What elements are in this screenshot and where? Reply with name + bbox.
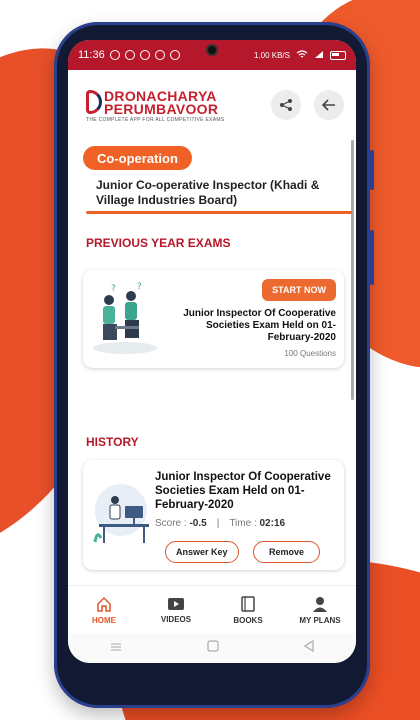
svg-text:?: ? [111, 284, 116, 294]
students-illustration [89, 282, 159, 361]
notification-icon [110, 50, 120, 60]
exam-title: Junior Inspector Of Cooperative Societies Exam Held on 01-February-2020 [183, 308, 336, 343]
category-chip[interactable]: Co-operation [83, 146, 192, 170]
logo-tagline: THE COMPLETE APP FOR ALL COMPETITIVE EXAMS [86, 117, 225, 123]
previous-exams-title: PREVIOUS YEAR EXAMS [86, 236, 231, 250]
app-header [68, 70, 356, 140]
start-now-button[interactable]: START NOW [262, 279, 336, 301]
score-stat: Score : -0.5 [155, 518, 207, 529]
category-subtitle: Junior Co-operative Inspector (Khadi & Village Industries Board) [96, 178, 320, 207]
nav-books[interactable]: BOOKS [212, 586, 284, 634]
home-icon [96, 596, 112, 612]
notification-icon [140, 50, 150, 60]
home-system-icon[interactable] [207, 639, 219, 657]
battery-icon [330, 51, 346, 60]
bottom-navigation [68, 585, 356, 634]
system-navigation [68, 633, 356, 663]
recents-icon[interactable] [110, 639, 122, 657]
nav-videos[interactable]: VIDEOS [140, 586, 212, 634]
answer-key-button[interactable]: Answer Key [165, 541, 239, 563]
history-stats [155, 518, 285, 529]
back-system-icon[interactable] [304, 639, 314, 657]
main-content[interactable] [68, 140, 356, 585]
remove-button[interactable]: Remove [253, 541, 320, 563]
notification-icon [125, 50, 135, 60]
scrollbar[interactable] [351, 140, 354, 400]
arrow-left-icon [322, 98, 336, 112]
network-speed: 1.00 KB/S [253, 50, 290, 60]
book-icon [241, 596, 255, 612]
logo-mark-icon [86, 90, 102, 114]
front-camera [206, 44, 218, 56]
history-card[interactable] [83, 460, 344, 570]
status-time: 11:36 [78, 49, 105, 61]
volume-button [370, 150, 374, 190]
question-count: 100 Questions [284, 349, 336, 358]
share-icon [279, 98, 293, 112]
app-screen [68, 40, 356, 663]
exam-card[interactable] [83, 270, 344, 368]
nav-my-plans[interactable]: MY PLANS [284, 586, 356, 634]
share-button[interactable] [271, 90, 301, 120]
power-button [370, 230, 374, 285]
signal-icon [314, 50, 324, 61]
svg-text:?: ? [137, 282, 142, 292]
brand-logo [86, 88, 236, 128]
divider [86, 211, 352, 214]
logo-line2: PERUMBAVOOR [104, 101, 219, 117]
notification-icon [170, 50, 180, 60]
nav-home[interactable]: HOME [68, 586, 140, 634]
logo-line1: DRONACHARYA [104, 88, 217, 104]
back-button[interactable] [314, 90, 344, 120]
history-title: HISTORY [86, 435, 139, 449]
status-bar [68, 40, 356, 70]
wifi-icon [296, 50, 308, 61]
desk-illustration [89, 480, 155, 555]
video-icon [167, 597, 185, 611]
time-stat: Time : 02:16 [229, 518, 286, 529]
notification-icon [155, 50, 165, 60]
history-exam-title: Junior Inspector Of Cooperative Societies Exam Held on 01-February-2020 [155, 471, 331, 511]
user-icon [313, 596, 327, 612]
stat-separator: | [216, 518, 220, 529]
